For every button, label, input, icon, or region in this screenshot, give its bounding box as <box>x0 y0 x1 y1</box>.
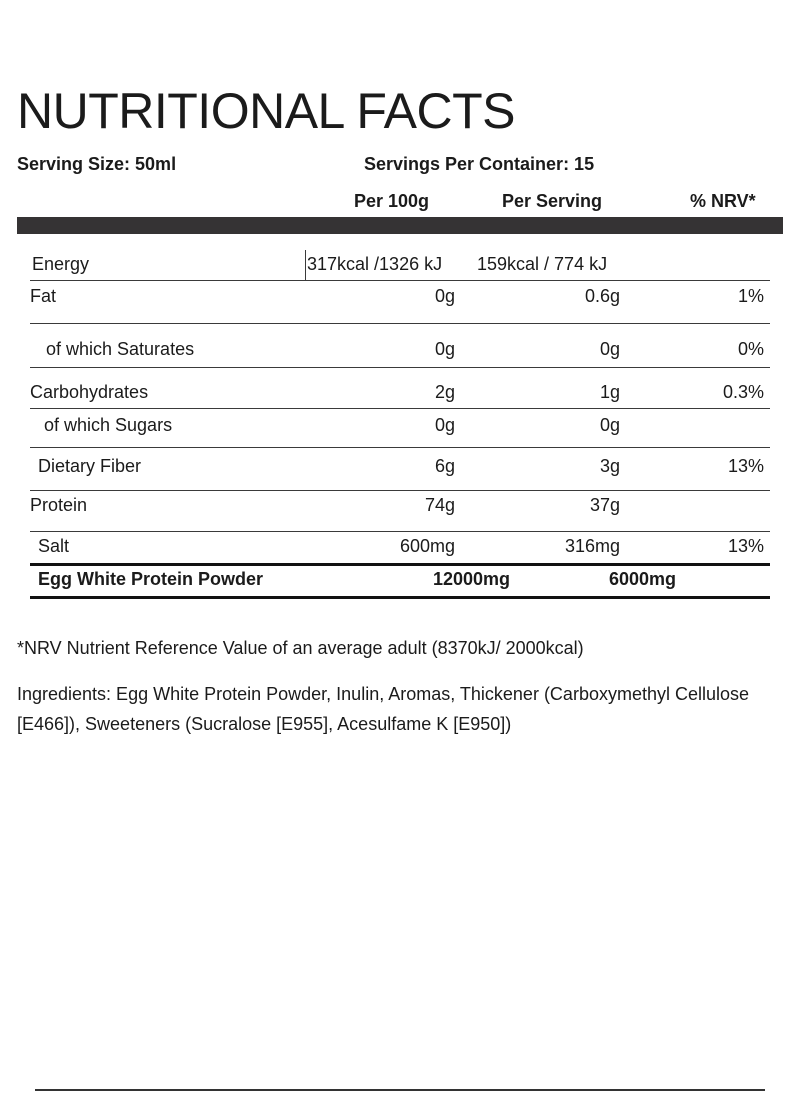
highlight-per-serving: 6000mg <box>608 569 676 589</box>
column-header-nrv: % NRV* <box>690 191 756 211</box>
highlight-per-100g: 12000mg <box>432 569 510 589</box>
row-divider <box>30 367 770 368</box>
energy-cell-divider <box>305 250 306 281</box>
row-divider <box>30 323 770 324</box>
nutrient-label: of which Sugars <box>44 415 173 435</box>
table-row <box>30 382 770 402</box>
row-divider <box>30 447 770 448</box>
highlight-row <box>30 569 770 589</box>
energy-row <box>30 254 770 274</box>
per-100g-value: 0g <box>434 286 455 306</box>
nrv-value: 13% <box>727 456 764 476</box>
row-divider <box>30 408 770 409</box>
energy-label: Energy <box>32 254 90 274</box>
nutrient-label: Protein <box>30 495 88 515</box>
nrv-value: 0% <box>737 339 764 359</box>
nutrient-label: of which Saturates <box>46 339 195 359</box>
nrv-value: 1% <box>737 286 764 306</box>
row-divider <box>30 531 770 532</box>
column-header-per-100g: Per 100g <box>354 191 430 211</box>
nrv-value: 13% <box>727 536 764 556</box>
energy-per-100g: 317kcal /1326 kJ <box>307 254 443 274</box>
table-bottom-rule <box>30 596 770 599</box>
nutrient-label: Fat <box>30 286 57 306</box>
per-100g-value: 0g <box>434 339 455 359</box>
per-serving-value: 1g <box>599 382 620 402</box>
highlight-label: Egg White Protein Powder <box>38 569 264 589</box>
row-divider <box>30 490 770 491</box>
per-serving-value: 3g <box>599 456 620 476</box>
column-header-per-serving: Per Serving <box>502 191 603 211</box>
row-divider <box>30 280 770 281</box>
table-row <box>30 286 770 306</box>
per-serving-value: 0g <box>599 339 620 359</box>
per-100g-value: 74g <box>424 495 455 515</box>
table-row <box>30 536 770 556</box>
per-serving-value: 316mg <box>564 536 620 556</box>
ingredients-text: Ingredients: Egg White Protein Powder, Inulin, Aromas, Thickener (Carboxymethyl Cellulose [E466]), Sweeteners (Sucralose [E955], Acesulfame K [E950]) <box>17 684 750 734</box>
per-100g-value: 6g <box>434 456 455 476</box>
per-100g-value: 600mg <box>399 536 455 556</box>
table-row <box>30 339 770 359</box>
serving-size: Serving Size: 50ml <box>17 154 177 174</box>
servings-per-container: Servings Per Container: 15 <box>364 154 595 174</box>
nutrient-label: Salt <box>38 536 70 556</box>
per-100g-value: 0g <box>434 415 455 435</box>
page-title: NUTRITIONAL FACTS <box>17 83 516 139</box>
row-divider-heavy <box>30 563 770 566</box>
nrv-footnote: *NRV Nutrient Reference Value of an average adult (8370kJ/ 2000kcal) <box>17 638 584 658</box>
header-divider-bar <box>17 217 783 234</box>
nrv-value: 0.3% <box>722 382 764 402</box>
per-serving-value: 37g <box>589 495 620 515</box>
nutrient-label: Dietary Fiber <box>38 456 142 476</box>
nutrient-label: Carbohydrates <box>30 382 149 402</box>
table-row <box>30 456 770 476</box>
per-serving-value: 0g <box>599 415 620 435</box>
table-row <box>30 415 770 435</box>
per-serving-value: 0.6g <box>584 286 620 306</box>
bottom-rule <box>35 1089 765 1091</box>
per-100g-value: 2g <box>434 382 455 402</box>
energy-per-serving: 159kcal / 774 kJ <box>477 254 608 274</box>
table-row <box>30 495 770 515</box>
